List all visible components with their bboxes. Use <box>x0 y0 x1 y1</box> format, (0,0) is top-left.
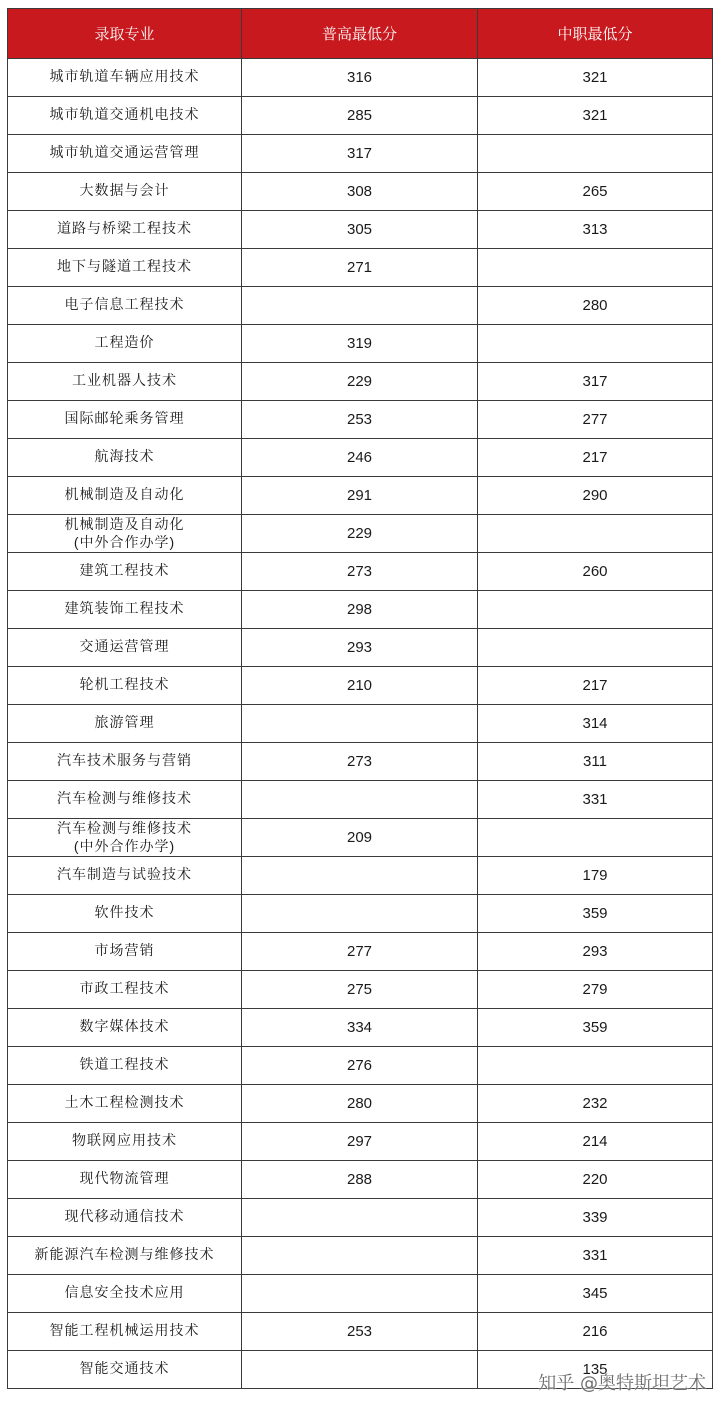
major-name: 城市轨道车辆应用技术 <box>49 69 200 85</box>
table-row <box>8 439 713 477</box>
table-row <box>8 1313 713 1351</box>
table-row <box>8 971 713 1009</box>
general-min-score: 297 <box>242 1123 478 1161</box>
major-cell <box>8 1009 242 1047</box>
major-name: 信息安全技术应用 <box>64 1285 185 1301</box>
general-min-score: 229 <box>242 515 478 553</box>
major-name: 软件技术 <box>94 905 155 921</box>
major-cell <box>8 667 242 705</box>
general-min-score: 319 <box>242 325 478 363</box>
major-name: 铁道工程技术 <box>79 1057 170 1073</box>
general-min-score <box>242 895 478 933</box>
table-row <box>8 325 713 363</box>
major-cell <box>8 211 242 249</box>
general-min-score <box>242 287 478 325</box>
table-row <box>8 1009 713 1047</box>
major-name: 智能交通技术 <box>79 1361 170 1377</box>
table-row <box>8 553 713 591</box>
vocational-min-score <box>478 515 713 553</box>
major-name: 道路与桥梁工程技术 <box>57 221 192 237</box>
header-general-min-score: 普高最低分 <box>242 9 478 59</box>
major-cell <box>8 59 242 97</box>
major-cell <box>8 1161 242 1199</box>
major-name: 地下与隧道工程技术 <box>57 259 192 275</box>
major-name: 市场营销 <box>94 943 155 959</box>
major-name: 工业机器人技术 <box>72 373 177 389</box>
vocational-min-score: 220 <box>478 1161 713 1199</box>
header-row <box>8 9 713 59</box>
major-cell <box>8 1047 242 1085</box>
table-header <box>8 9 713 59</box>
table-row <box>8 59 713 97</box>
major-cell <box>8 781 242 819</box>
major-name: 机械制造及自动化 <box>64 487 185 503</box>
vocational-min-score: 214 <box>478 1123 713 1161</box>
general-min-score <box>242 1237 478 1275</box>
vocational-min-score: 280 <box>478 287 713 325</box>
major-note: (中外合作办学) <box>73 837 176 854</box>
major-name: 机械制造及自动化 <box>64 516 185 533</box>
general-min-score: 305 <box>242 211 478 249</box>
table-row <box>8 781 713 819</box>
vocational-min-score: 321 <box>478 97 713 135</box>
general-min-score: 209 <box>242 819 478 857</box>
major-name: 城市轨道交通运营管理 <box>49 145 200 161</box>
vocational-min-score <box>478 591 713 629</box>
table-row <box>8 287 713 325</box>
table-row <box>8 819 713 857</box>
major-cell <box>8 857 242 895</box>
table-row <box>8 1123 713 1161</box>
vocational-min-score: 279 <box>478 971 713 1009</box>
vocational-min-score <box>478 135 713 173</box>
general-min-score: 280 <box>242 1085 478 1123</box>
table-row <box>8 629 713 667</box>
general-min-score: 277 <box>242 933 478 971</box>
general-min-score <box>242 1275 478 1313</box>
major-cell <box>8 1085 242 1123</box>
vocational-min-score: 345 <box>478 1275 713 1313</box>
table-row <box>8 591 713 629</box>
vocational-min-score <box>478 325 713 363</box>
major-name: 汽车检测与维修技术 <box>57 791 192 807</box>
table-row <box>8 135 713 173</box>
table-row <box>8 895 713 933</box>
vocational-min-score: 293 <box>478 933 713 971</box>
header-vocational-min-score: 中职最低分 <box>478 9 713 59</box>
vocational-min-score: 232 <box>478 1085 713 1123</box>
vocational-min-score: 135 <box>478 1351 713 1389</box>
major-name: 电子信息工程技术 <box>64 297 185 313</box>
general-min-score: 285 <box>242 97 478 135</box>
table-row <box>8 515 713 553</box>
table-row <box>8 857 713 895</box>
table-row <box>8 1085 713 1123</box>
major-cell <box>8 1199 242 1237</box>
general-min-score: 288 <box>242 1161 478 1199</box>
vocational-min-score: 265 <box>478 173 713 211</box>
major-name: 现代移动通信技术 <box>64 1209 185 1225</box>
vocational-min-score: 216 <box>478 1313 713 1351</box>
table-row <box>8 211 713 249</box>
table-row <box>8 1199 713 1237</box>
general-min-score: 298 <box>242 591 478 629</box>
general-min-score: 276 <box>242 1047 478 1085</box>
major-name: 土木工程检测技术 <box>64 1095 185 1111</box>
vocational-min-score: 290 <box>478 477 713 515</box>
general-min-score <box>242 705 478 743</box>
table-row <box>8 1275 713 1313</box>
general-min-score: 291 <box>242 477 478 515</box>
general-min-score: 308 <box>242 173 478 211</box>
major-cell <box>8 439 242 477</box>
major-cell <box>8 819 242 857</box>
major-cell <box>8 971 242 1009</box>
general-min-score: 275 <box>242 971 478 1009</box>
major-cell <box>8 705 242 743</box>
header-major: 录取专业 <box>8 9 242 59</box>
major-name: 新能源汽车检测与维修技术 <box>34 1247 215 1263</box>
vocational-min-score: 331 <box>478 1237 713 1275</box>
table-row <box>8 173 713 211</box>
major-cell <box>8 553 242 591</box>
major-cell <box>8 1237 242 1275</box>
major-name: 大数据与会计 <box>79 183 170 199</box>
major-cell <box>8 173 242 211</box>
table-row <box>8 743 713 781</box>
major-name: 城市轨道交通机电技术 <box>49 107 200 123</box>
table-row <box>8 363 713 401</box>
major-cell <box>8 933 242 971</box>
major-cell <box>8 325 242 363</box>
major-cell <box>8 135 242 173</box>
table-row <box>8 933 713 971</box>
major-name: 数字媒体技术 <box>79 1019 170 1035</box>
major-name: 市政工程技术 <box>79 981 170 997</box>
major-name: 轮机工程技术 <box>79 677 170 693</box>
vocational-min-score: 339 <box>478 1199 713 1237</box>
major-cell <box>8 97 242 135</box>
major-cell <box>8 591 242 629</box>
general-min-score: 229 <box>242 363 478 401</box>
table-row <box>8 705 713 743</box>
vocational-min-score: 179 <box>478 857 713 895</box>
general-min-score <box>242 781 478 819</box>
major-name: 工程造价 <box>94 335 155 351</box>
vocational-min-score: 277 <box>478 401 713 439</box>
major-cell <box>8 249 242 287</box>
table-row <box>8 249 713 287</box>
general-min-score: 293 <box>242 629 478 667</box>
major-cell <box>8 743 242 781</box>
major-cell <box>8 401 242 439</box>
general-min-score: 246 <box>242 439 478 477</box>
vocational-min-score <box>478 629 713 667</box>
major-name: 汽车制造与试验技术 <box>57 867 192 883</box>
general-min-score: 334 <box>242 1009 478 1047</box>
general-min-score: 273 <box>242 743 478 781</box>
vocational-min-score: 313 <box>478 211 713 249</box>
vocational-min-score <box>478 819 713 857</box>
vocational-min-score <box>478 1047 713 1085</box>
vocational-min-score: 314 <box>478 705 713 743</box>
major-name: 国际邮轮乘务管理 <box>64 411 185 427</box>
major-name: 智能工程机械运用技术 <box>49 1323 200 1339</box>
vocational-min-score: 359 <box>478 895 713 933</box>
table-row <box>8 1161 713 1199</box>
zhihu-watermark: 知乎 @奥特斯坦艺术 <box>538 1373 706 1394</box>
vocational-min-score <box>478 249 713 287</box>
general-min-score: 317 <box>242 135 478 173</box>
major-cell <box>8 477 242 515</box>
admission-scores-table <box>7 8 713 1389</box>
major-cell <box>8 515 242 553</box>
table-row <box>8 401 713 439</box>
major-cell <box>8 1123 242 1161</box>
general-min-score: 271 <box>242 249 478 287</box>
general-min-score: 316 <box>242 59 478 97</box>
vocational-min-score: 217 <box>478 439 713 477</box>
general-min-score: 210 <box>242 667 478 705</box>
major-cell <box>8 1313 242 1351</box>
general-min-score <box>242 1351 478 1389</box>
major-name: 旅游管理 <box>94 715 155 731</box>
general-min-score: 273 <box>242 553 478 591</box>
table-row <box>8 1047 713 1085</box>
table-row <box>8 97 713 135</box>
table-row <box>8 667 713 705</box>
general-min-score <box>242 857 478 895</box>
major-name: 建筑装饰工程技术 <box>64 601 185 617</box>
table-body <box>8 59 713 1389</box>
table-row <box>8 477 713 515</box>
major-cell <box>8 1275 242 1313</box>
general-min-score: 253 <box>242 1313 478 1351</box>
vocational-min-score: 260 <box>478 553 713 591</box>
major-cell <box>8 1351 242 1389</box>
vocational-min-score: 311 <box>478 743 713 781</box>
table-row <box>8 1237 713 1275</box>
major-cell <box>8 287 242 325</box>
vocational-min-score: 321 <box>478 59 713 97</box>
major-name: 现代物流管理 <box>79 1171 170 1187</box>
major-name: 物联网应用技术 <box>72 1133 177 1149</box>
vocational-min-score: 331 <box>478 781 713 819</box>
general-min-score: 253 <box>242 401 478 439</box>
major-name: 交通运营管理 <box>79 639 170 655</box>
general-min-score <box>242 1199 478 1237</box>
vocational-min-score: 359 <box>478 1009 713 1047</box>
major-cell <box>8 895 242 933</box>
major-note: (中外合作办学) <box>73 533 176 550</box>
vocational-min-score: 217 <box>478 667 713 705</box>
major-cell <box>8 629 242 667</box>
major-name: 建筑工程技术 <box>79 563 170 579</box>
major-name: 航海技术 <box>94 449 155 465</box>
major-name: 汽车技术服务与营销 <box>57 753 192 769</box>
major-name: 汽车检测与维修技术 <box>57 820 192 837</box>
major-cell <box>8 363 242 401</box>
vocational-min-score: 317 <box>478 363 713 401</box>
